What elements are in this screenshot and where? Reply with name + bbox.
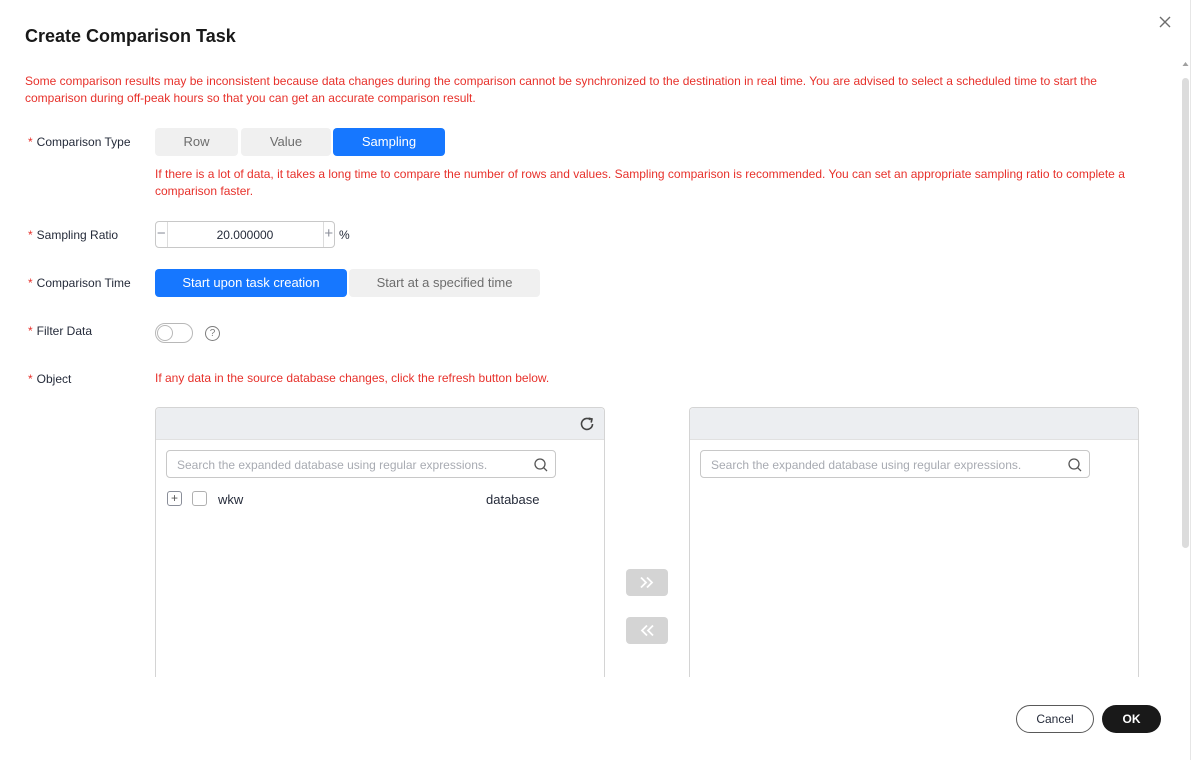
sampling-ratio-label [28,228,118,242]
object-label-text: Object [36,372,72,386]
filter-data-label [28,324,92,338]
comparison-type-sampling-option[interactable]: Sampling [333,128,445,156]
scrollbar-thumb[interactable] [1182,78,1189,548]
comparison-type-label-text: Comparison Type [36,135,131,149]
selected-objects-panel [689,407,1139,677]
selected-panel-header [690,408,1138,440]
comparison-time-label [28,276,131,290]
row-checkbox[interactable] [192,491,207,506]
comparison-type-label [28,135,131,149]
selected-search-input[interactable] [700,450,1090,478]
scroll-up-icon[interactable] [1182,60,1189,68]
source-search-input[interactable] [166,450,556,478]
dialog-border [1190,0,1191,760]
tree-row [166,490,546,510]
selected-search-placeholder: Search the expanded database using regular expressions. [711,458,1022,472]
search-icon[interactable] [1067,457,1083,473]
start-upon-creation-option[interactable]: Start upon task creation [155,269,347,297]
source-search-placeholder: Search the expanded database using regular expressions. [177,458,488,472]
required-marker: * [28,372,33,386]
double-chevron-left-icon [639,624,655,637]
comparison-type-hint: If there is a lot of data, it takes a long time to compare the number of rows and values. Sampling comparison is recommended. You can set an appropriate sampling ratio to complete a comparison faster. [155,167,1125,198]
object-type: database [486,492,540,507]
refresh-icon[interactable] [578,415,596,433]
decrement-button[interactable]: − [156,222,168,247]
comparison-type-row-option[interactable]: Row [155,128,238,156]
sampling-ratio-label-text: Sampling Ratio [36,228,119,242]
increment-button[interactable]: + [323,222,335,247]
help-icon[interactable]: ? [205,326,220,341]
warning-text: Some comparison results may be inconsistent because data changes during the comparison cannot be synchronized to the destination in real time. You are advised to select a scheduled time to start the comparison during off-peak hours so that you can get an accurate comparison result. [25,74,1097,105]
filter-data-toggle[interactable] [155,323,193,343]
database-name: wkw [218,492,244,507]
double-chevron-right-icon [639,576,655,589]
cancel-button[interactable]: Cancel [1016,705,1094,733]
start-at-specified-time-option[interactable]: Start at a specified time [349,269,540,297]
sampling-ratio-input[interactable] [168,228,323,242]
move-right-button[interactable] [626,569,668,596]
ok-button[interactable]: OK [1102,705,1161,733]
toggle-knob [157,325,173,341]
comparison-time-label-text: Comparison Time [36,276,131,290]
required-marker: * [28,228,33,242]
percent-unit: % [339,228,350,242]
required-marker: * [28,135,33,149]
filter-data-label-text: Filter Data [36,324,93,338]
required-marker: * [28,276,33,290]
dialog-title: Create Comparison Task [25,26,236,46]
close-icon[interactable] [1157,14,1173,30]
object-hint: If any data in the source database changes, click the refresh button below. [155,371,550,385]
comparison-type-value-option[interactable]: Value [241,128,331,156]
source-panel-header [156,408,604,440]
search-icon[interactable] [533,457,549,473]
required-marker: * [28,324,33,338]
sampling-ratio-stepper [155,221,335,248]
expand-icon[interactable]: + [167,491,182,506]
move-left-button[interactable] [626,617,668,644]
object-label [28,372,71,386]
source-objects-panel [155,407,605,677]
